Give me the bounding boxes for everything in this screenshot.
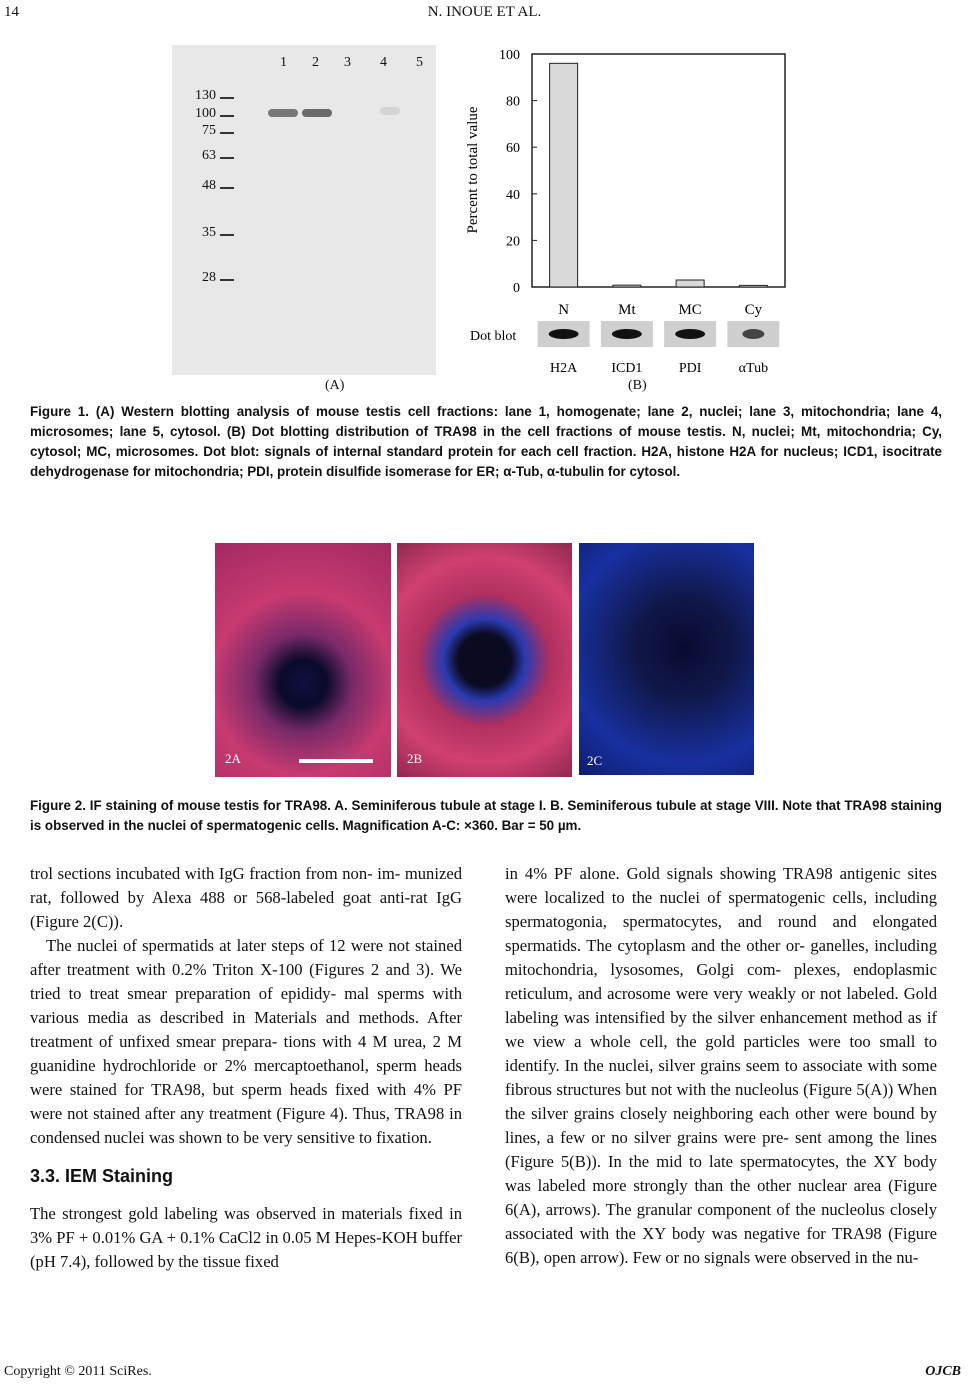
- right-column: [505, 862, 937, 1270]
- y-axis-label: Percent to total value: [465, 106, 481, 234]
- lane-label-5: 5: [416, 55, 423, 70]
- footer-journal: OJCB: [925, 1364, 961, 1379]
- band-lane-1: [268, 109, 298, 117]
- y-tick-label: 40: [506, 187, 520, 203]
- if-image-2a: [215, 543, 391, 777]
- x-tick-label-MC: MC: [678, 302, 702, 318]
- if-image-2b: [397, 543, 572, 777]
- figure2-caption: Figure 2. IF staining of mouse testis for TRA98. A. Seminiferous tubule at stage I. B. Seminiferous tubule at stage VIII. Note that TRA98 staining is observed in the nuclei of spermatogenic cells. Magnification A-C: ×360. Bar = 50 µm.: [30, 798, 942, 833]
- y-tick-label: 80: [506, 94, 520, 110]
- lane-label-3: 3: [344, 55, 351, 70]
- dot-blot-signal: [742, 329, 764, 339]
- marker-label-48: 48: [202, 178, 216, 193]
- distribution-bar-chart: [455, 40, 795, 388]
- marker-tick: [220, 115, 234, 117]
- bar-MC: [676, 280, 704, 287]
- marker-label-28: 28: [202, 270, 216, 285]
- paragraph: in 4% PF alone. Gold signals showing TRA98 antigenic sites were localized to the nuclei of spermatogenic cells, including spermatogonia, spermatocytes, and round and elongated spermatids. The cytoplasm and the other or- ganelles, including mitochondria, lysosomes, Golgi com- plexes, endoplasmic reticulum, and acrosome were very weakly or not labeled. Gold labeling was intensified by the silver enhancement method as if we view a whole cell, the gold particles were too small to identify. In the nuclei, silver grains seem to associate with some fibrous structures but not with the nucleolus (Figure 5(A)) When the silver grains closely neighboring each other were bound by lines, a few or no silver grains were pre- sent among the lines (Figure 5(B)). In the mid to late spermatocytes, the XY body was labeled more strongly than the other nuclear area (Figure 6(A), arrows). The granular component of the nucleolus closely associated with the XY body was negative for TRA98 (Figure 6(B), open arrow). Few or no signals were observed in the nu-: [505, 864, 937, 1267]
- panel-label-2c: 2C: [587, 753, 603, 768]
- bar-Cy: [739, 285, 767, 287]
- dot-blot-marker-label: PDI: [678, 361, 702, 376]
- x-tick-label-N: N: [558, 302, 570, 318]
- marker-label-75: 75: [202, 123, 216, 138]
- dot-blot-marker-label: H2A: [550, 361, 578, 376]
- panel-a-label: (A): [325, 378, 345, 393]
- x-tick-label-Mt: Mt: [618, 302, 636, 318]
- y-tick-label: 0: [513, 281, 520, 296]
- panel-b-label: (B): [628, 378, 647, 393]
- dot-blot-marker-label: αTub: [738, 361, 769, 376]
- marker-tick: [220, 157, 234, 159]
- paragraph: The strongest gold labeling was observed in materials fixed in 3% PF + 0.01% GA + 0.1% CaCl2 in 0.05 M Hepes-KOH buffer (pH 7.4), followed by the tissue fixed: [30, 1204, 462, 1271]
- dot-blot-signal: [675, 329, 705, 339]
- dot-blot-signal: [612, 329, 642, 339]
- lane-label-4: 4: [380, 55, 387, 70]
- dot-blot-signal: [549, 329, 579, 339]
- lane-label-1: 1: [280, 55, 287, 70]
- panel-label-2a: 2A: [225, 751, 241, 766]
- marker-tick: [220, 132, 234, 134]
- marker-label-63: 63: [202, 148, 216, 163]
- page-number: 14: [4, 4, 19, 20]
- marker-label-130: 130: [195, 88, 216, 103]
- bar-N: [550, 63, 578, 287]
- footer-copyright: Copyright © 2011 SciRes.: [4, 1364, 152, 1379]
- lane-label-2: 2: [312, 55, 319, 70]
- marker-tick: [220, 234, 234, 236]
- y-tick-label: 60: [506, 141, 520, 157]
- paragraph: trol sections incubated with IgG fraction from non- im- munized rat, followed by Alexa 488 or 568-labeled goat anti-rat IgG (Figure 2(C)).: [30, 864, 462, 931]
- band-lane-2: [302, 109, 332, 117]
- marker-tick: [220, 187, 234, 189]
- bar-Mt: [613, 285, 641, 287]
- x-tick-label-Cy: Cy: [744, 302, 763, 318]
- dot-blot-marker-label: ICD1: [611, 361, 643, 376]
- paragraph: The nuclei of spermatids at later steps of 12 were not stained after treatment with 0.2% Triton X-100 (Figures 2 and 3). We tried to treat smear preparation of epididy- mal sperms with various media as described in Materials and methods. After treatment of unfixed smear prepara- tions with 4 M urea, 2 M guanidine hydrochloride or 2% mercaptoethanol, sperm heads were stained for TRA98, but sperm heads fixed with 4% PF were not stained after any treatment (Figure 4). Thus, TRA98 in condensed nuclei was shown to be very sensitive to fixation.: [30, 936, 462, 1147]
- marker-tick: [220, 279, 234, 281]
- left-column: [30, 862, 462, 1274]
- running-title: N. INOUE ET AL.: [427, 4, 542, 20]
- marker-label-35: 35: [202, 225, 216, 240]
- y-tick-label: 100: [499, 48, 520, 63]
- scale-bar: [299, 759, 373, 763]
- band-lane-4: [380, 107, 400, 115]
- marker-label-100: 100: [195, 106, 216, 121]
- marker-tick: [220, 97, 234, 99]
- dot-blot-label: Dot blot: [470, 329, 517, 344]
- if-image-2c: [579, 543, 754, 775]
- western-blot-gel: [172, 45, 436, 375]
- figure1-caption: Figure 1. (A) Western blotting analysis of mouse testis cell fractions: lane 1, homogenate; lane 2, nuclei; lane 3, mitochondria; lane 4, microsomes; lane 5, cytosol. (B) Dot blotting distribution of TRA98 in the cell fractions of mouse testis. N, nuclei; Mt, mitochondria; Cy, cytosol; MC, microsomes. Dot blot: signals of internal standard protein for each cell fraction. H2A, histone H2A for nucleus; ICD1, isocitrate dehydrogenase for mitochondria; PDI, protein disulfide isomerase for ER; α-Tub, α-tubulin for cytosol.: [30, 404, 942, 479]
- section-heading: 3.3. IEM Staining: [30, 1166, 174, 1186]
- panel-label-2b: 2B: [407, 751, 423, 766]
- y-tick-label: 20: [506, 234, 520, 250]
